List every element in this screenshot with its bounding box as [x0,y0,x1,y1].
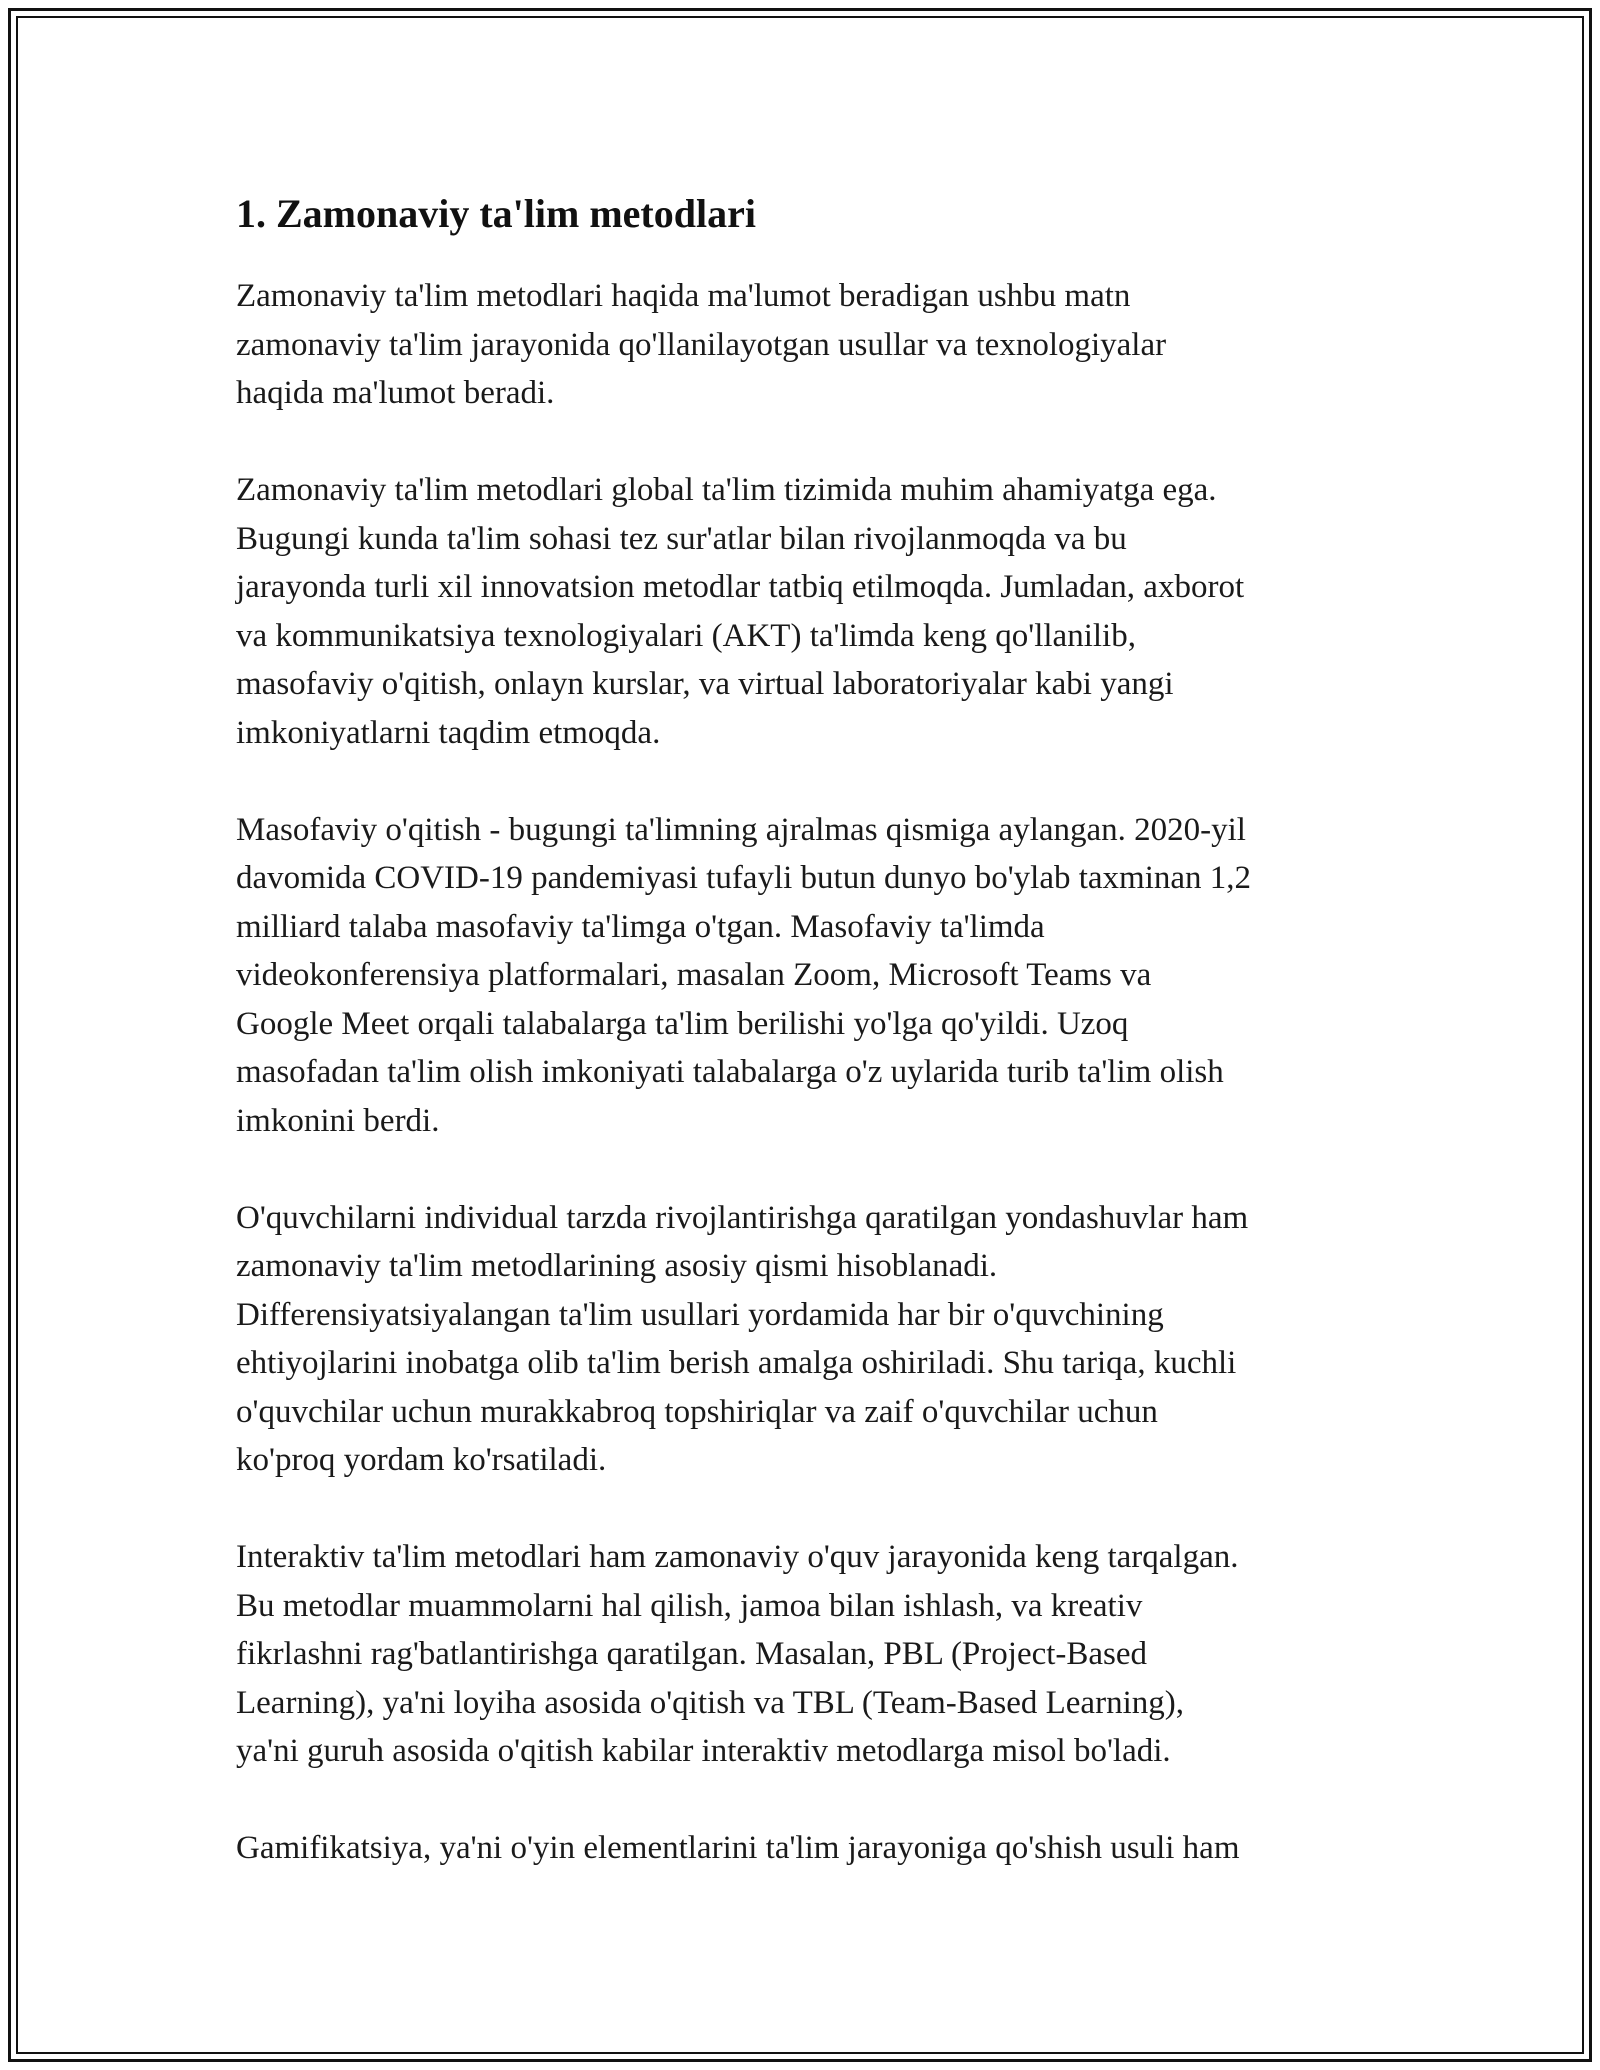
document-body [236,184,1376,1921]
paragraph-intro: Zamonaviy ta'lim metodlari haqida ma'lumot beradigan ushbu matn zamonaviy ta'lim jarayonida qo'llanilayotgan usullar va texnologiyalar haqida ma'lumot beradi. [236,278,1167,411]
paragraph-interactive-methods: Interaktiv ta'lim metodlari ham zamonaviy o'quv jarayonida keng tarqalgan. Bu metodlar muammolarni hal qilish, jamoa bilan ishlash, va kreativ fikrlashni rag'batlantirishga qaratilgan. Masalan, PBL (Project-Based Learning), ya'ni loyiha asosida o'qitish va TBL (Team-Based Learning), ya'ni guruh asosida o'qitish kabilar interaktiv metodlarga misol bo'ladi. [236,1539,1239,1769]
paragraph-individual-approach: O'quvchilarni individual tarzda rivojlantirishga qaratilgan yondashuvlar ham zamonaviy ta'lim metodlarining asosiy qismi hisoblanadi. Differensiyatsiyalangan ta'lim usullari yordamida har bir o'quvchining ehtiyojlarini inobatga olib ta'lim berish amalga oshiriladi. Shu tariqa, kuchli o'quvchilar uchun murakkabroq topshiriqlar va zaif o'quvchilar uchun ko'proq yordam ko'rsatiladi. [236,1199,1249,1478]
paragraph-global-importance: Zamonaviy ta'lim metodlari global ta'lim tizimida muhim ahamiyatga ega. Bugungi kunda ta'lim sohasi tez sur'atlar bilan rivojlanmoqda va bu jarayonda turli xil innovatsion metodlar tatbiq etilmoqda. Jumladan, axborot va kommunikatsiya texnologiyalari (AKT) ta'limda keng qo'llanilib, masofaviy o'qitish, onlayn kurslar, va virtual laboratoriyalar kabi yangi imkoniyatlarni taqdim etmoqda. [236,472,1245,751]
section-heading: 1. Zamonaviy ta'lim metodlari [236,191,756,236]
paragraph-gamification: Gamifikatsiya, ya'ni o'yin elementlarini ta'lim jarayoniga qo'shish usuli ham [236,1830,1240,1866]
paragraph-distance-learning: Masofaviy o'qitish - bugungi ta'limning ajralmas qismiga aylangan. 2020-yil davomida COVID-19 pandemiyasi tufayli butun dunyo bo'ylab taxminan 1,2 milliard talaba masofaviy ta'limga o'tgan. Masofaviy ta'limda videokonferensiya platformalari, masalan Zoom, Microsoft Teams va Google Meet orqali talabalarga ta'lim berilishi yo'lga qo'yildi. Uzoq masofadan ta'lim olish imkoniyati talabalarga o'z uylarida turib ta'lim olish imkonini berdi. [236,811,1252,1139]
